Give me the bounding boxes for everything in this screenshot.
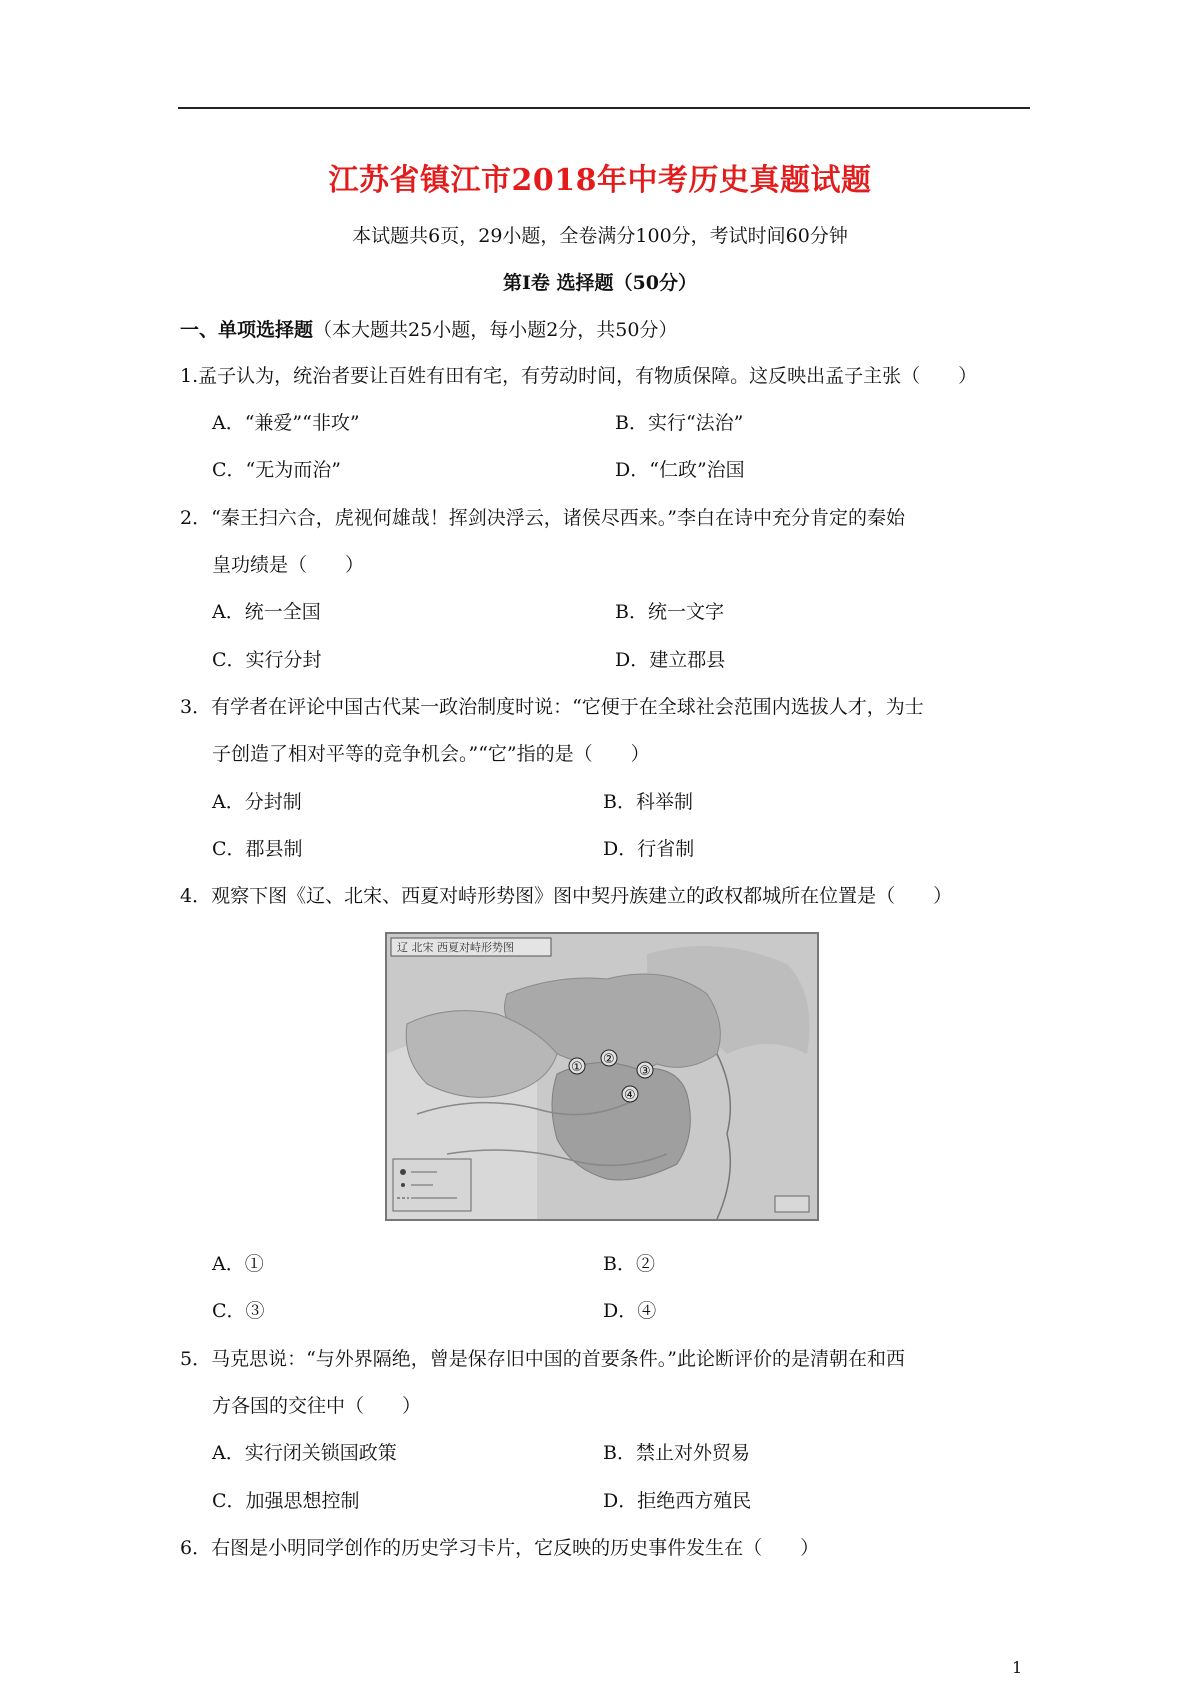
map-marker-3: ③ [639, 1064, 651, 1079]
exam-subtitle: 本试题共6页，29小题，全卷满分100分，考试时间60分钟 [352, 225, 848, 247]
page-number: 1 [1012, 1658, 1023, 1677]
map-marker-2: ② [603, 1052, 615, 1067]
question-1-option-a: A．“兼爱”“非攻” [212, 412, 360, 434]
question-5-stem-cont: 方各国的交往中（ ） [212, 1395, 422, 1417]
part-heading [180, 315, 677, 342]
part-heading-note: （本大题共25小题，每小题2分，共50分） [313, 319, 678, 341]
question-2-option-d: D．建立郡县 [615, 649, 726, 671]
question-3-option-a: A．分封制 [212, 791, 302, 813]
section-heading: 第Ⅰ卷 选择题（50分） [503, 272, 697, 294]
question-1-option-c: C．“无为而治” [212, 459, 341, 481]
question-5-option-c: C．加强思想控制 [212, 1490, 360, 1512]
question-2-stem-cont: 皇功绩是（ ） [212, 554, 365, 576]
question-1-stem: 1.孟子认为，统治者要让百姓有田有宅，有劳动时间，有物质保障。这反映出孟子主张（ ） [180, 365, 978, 387]
question-5-stem: 5．马克思说：“与外界隔绝，曾是保存旧中国的首要条件。”此论断评价的是清朝在和西 [180, 1348, 906, 1370]
question-1-option-d: D．“仁政”治国 [615, 459, 745, 481]
question-3-stem-cont: 子创造了相对平等的竞争机会。”“它”指的是（ ） [212, 743, 650, 765]
map-marker-1: ① [571, 1060, 583, 1075]
question-2-option-c: C．实行分封 [212, 649, 322, 671]
question-4-stem: 4．观察下图《辽、北宋、西夏对峙形势图》图中契丹族建立的政权都城所在位置是（ ） [180, 885, 953, 907]
question-4-option-c: C．③ [212, 1300, 265, 1322]
question-5-option-a: A．实行闭关锁国政策 [212, 1442, 397, 1464]
question-4-option-a: A．① [212, 1253, 264, 1275]
question-2-option-b: B．统一文字 [615, 601, 724, 623]
question-2-stem: 2．“秦王扫六合，虎视何雄哉！挥剑决浮云，诸侯尽西来。”李白在诗中充分肯定的秦始 [180, 507, 906, 529]
map-drawing [387, 934, 817, 1219]
header-rule [178, 107, 1030, 109]
question-4-option-d: D．④ [603, 1300, 657, 1322]
question-3-stem: 3．有学者在评论中国古代某一政治制度时说：“它便于在全球社会范围内选拔人才，为士 [180, 696, 924, 718]
question-3-option-b: B．科举制 [603, 791, 693, 813]
question-6-stem: 6．右图是小明同学创作的历史学习卡片，它反映的历史事件发生在（ ） [180, 1537, 820, 1559]
question-5-option-b: B．禁止对外贸易 [603, 1442, 750, 1464]
question-3-option-c: C．郡县制 [212, 838, 303, 860]
question-3-option-d: D．行省制 [603, 838, 695, 860]
map-marker-4: ④ [624, 1088, 636, 1103]
question-2-option-a: A．统一全国 [212, 601, 321, 623]
question-1-option-b: B．实行“法治” [615, 412, 744, 434]
map-caption: 辽 北宋 西夏对峙形势图 [397, 941, 514, 954]
exam-title: 江苏省镇江市2018年中考历史真题试题 [328, 163, 872, 198]
map-image [385, 932, 819, 1221]
question-5-option-d: D．拒绝西方殖民 [603, 1490, 752, 1512]
question-4-option-b: B．② [603, 1253, 655, 1275]
part-heading-label: 一、单项选择题 [180, 319, 314, 341]
